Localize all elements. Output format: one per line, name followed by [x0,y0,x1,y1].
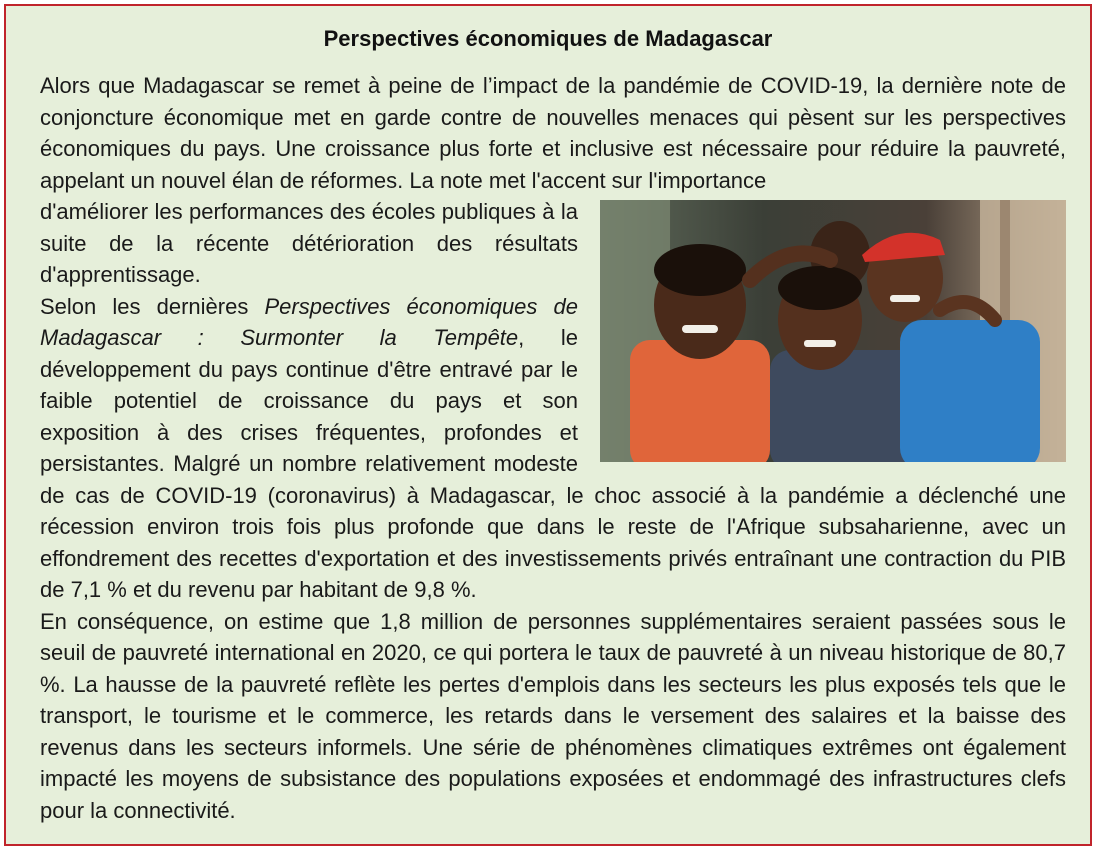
report-title-italic: Perspectives économiques de Madagascar : Surmonter la Tempête [40,293,579,350]
paragraph-schools-text: d'améliorer les performances des écoles publiques à la suite de la récente détérioration des résultats d'apprentissage. [40,199,578,287]
outlook-lead-text: Selon les dernières [40,293,265,319]
article-body [40,70,1066,826]
paragraph-poverty [40,606,1066,827]
article-box [4,4,1092,846]
paragraph-intro [40,70,1066,196]
outlook-body-text: , le développement du pays continue d'être entravé par le faible potentiel de croissance du pays et son exposition à des crises fréquentes, profondes et persistantes. Malgré un nombre relativement modeste de cas de COVID-19 (coronavirus) à Madagascar, le choc associé à la pandémie a déclenché une récession environ trois fois plus profonde que dans le reste de l'Afrique subsaharienne, avec un effondrement des recettes d'exportation et des investissements privés entraînant une contraction du PIB de 7,1 % et du revenu par habitant de 9,8 %. [40,325,1066,602]
article-title: Perspectives économiques de Madagascar [323,26,773,51]
children-photo [600,200,1066,462]
paragraph-poverty-text: En conséquence, on estime que 1,8 million de personnes supplémentaires seraient passées sous le seuil de pauvreté international en 2020, ce qui portera le taux de pauvreté à un niveau historique de 80,7 %. La hausse de la pauvreté reflète les pertes d'emplois dans les secteurs les plus exposés tels que le transport, le tourisme et le commerce, les retards dans le versement des salaires et la baisse des revenus dans les secteurs informels. Une série de phénomènes climatiques extrêmes ont également impacté les moyens de subsistance des populations exposées et endommagé des infrastructures clefs pour la connectivité. [40,608,1066,823]
paragraph-intro-text: Alors que Madagascar se remet à peine de l’impact de la pandémie de COVID-19, la dernière note de conjoncture économique met en garde contre de nouvelles menaces qui pèsent sur les perspectives économiques du pays. Une croissance plus forte et inclusive est nécessaire pour réduire la pauvreté, appelant un nouvel élan de réformes. La note met l'accent sur l'importance [40,73,1066,193]
